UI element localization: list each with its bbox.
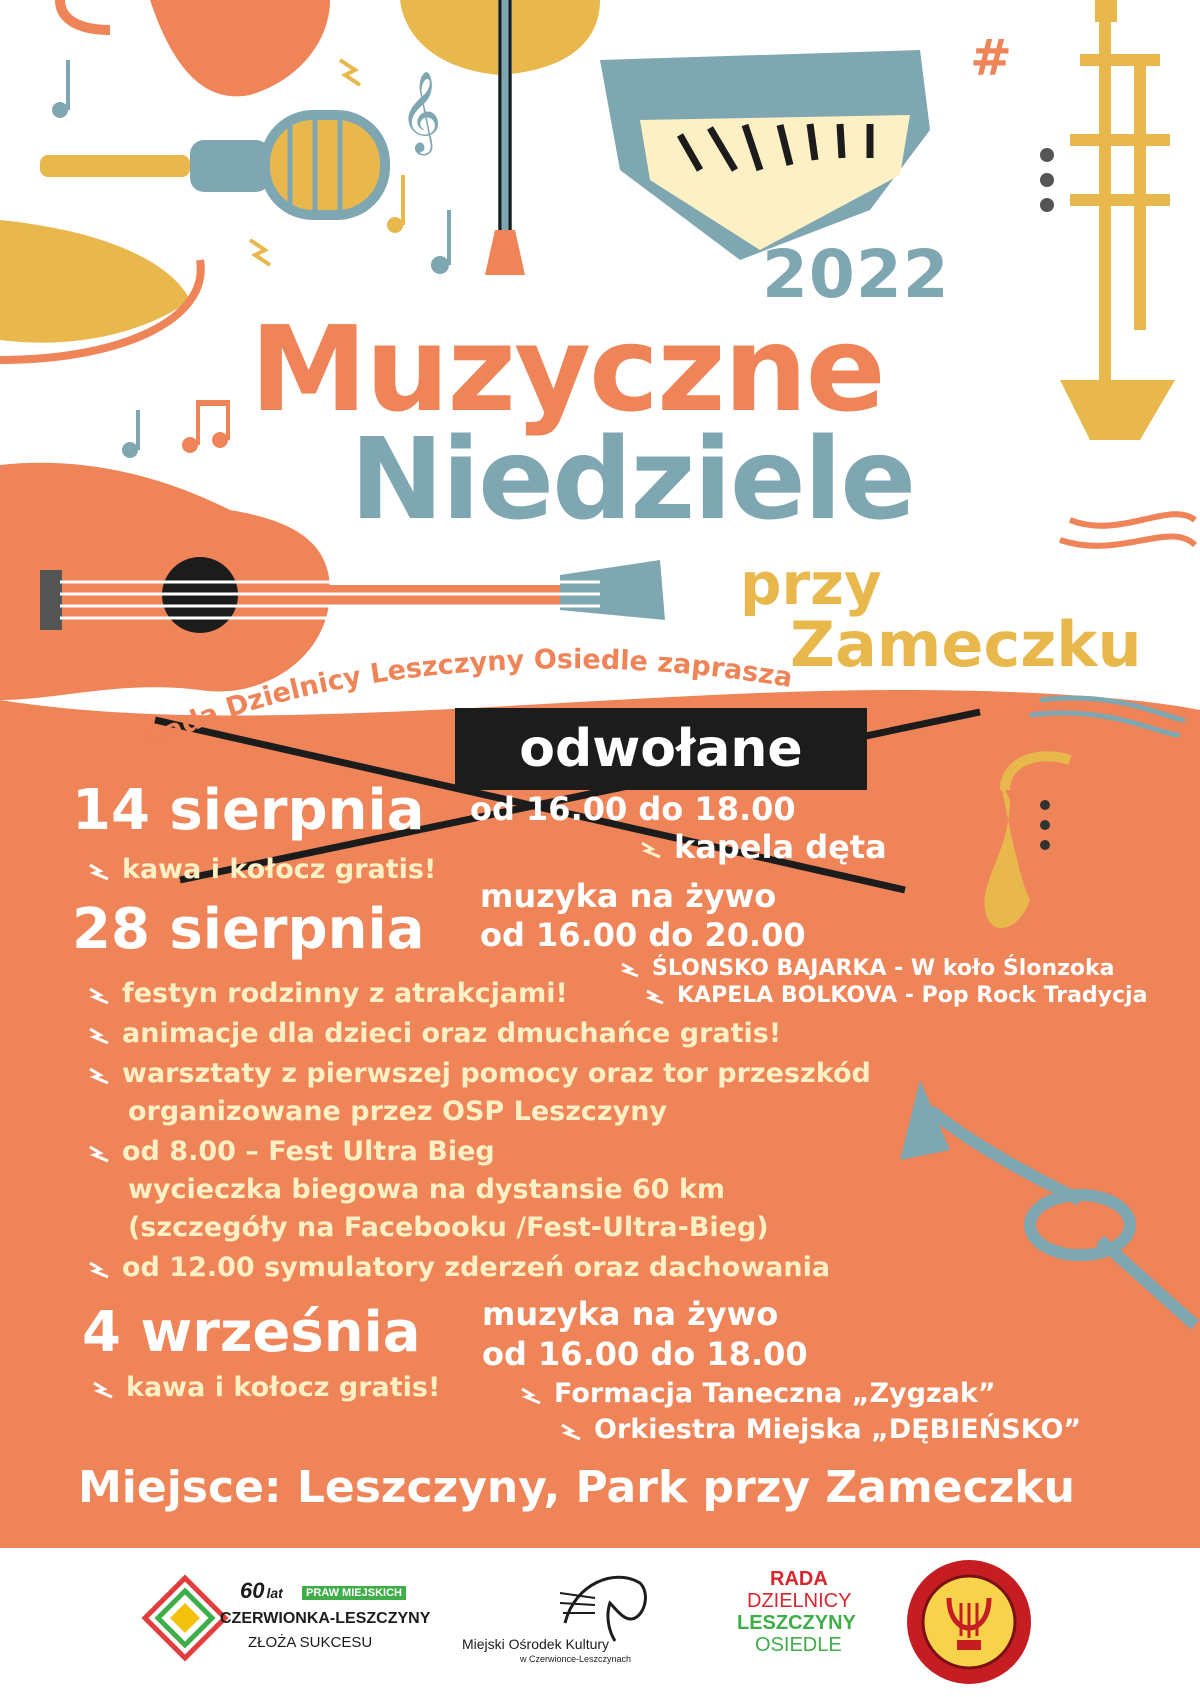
event-2-music-label: muzyka na żywo: [480, 877, 777, 915]
subtitle-line-1: przy: [740, 550, 882, 618]
mok-city: w Czerwionce-Leszczynach: [520, 1654, 632, 1664]
mok-name: Miejski Ośrodek Kultury: [462, 1636, 610, 1652]
sponsor-logos: [0, 1548, 1200, 1697]
zigzag-icon: [88, 861, 112, 881]
invitation-text: Rada Dzielnicy Leszczyny Osiedle zaprasza: [139, 644, 795, 757]
czerwionka-slogan: ZŁOŻA SUKCESU: [248, 1634, 373, 1651]
event-3-time: od 16.00 do 18.00: [482, 1335, 808, 1373]
event-3-performer-1: Formacja Taneczna „Zygzak”: [520, 1378, 996, 1409]
event-2-performer-1: ŚLONSKO BAJARKA - W koło Ślonzoka: [620, 956, 1115, 981]
zigzag-icon: [88, 1259, 112, 1279]
event-1-time: od 16.00 do 18.00: [470, 790, 796, 828]
event-2-date: 28 sierpnia: [72, 897, 425, 962]
rada-line-4: OSIEDLE: [755, 1634, 842, 1656]
subtitle-line-2: Zameczku: [790, 608, 1142, 681]
event-1-performer: kapela dęta: [640, 828, 887, 866]
rada-line-3: LESZCZYNY: [737, 1612, 856, 1634]
zigzag-icon: [92, 1379, 116, 1399]
event-3-music-label: muzyka na żywo: [482, 1295, 779, 1333]
rada-line-1: RADA: [770, 1568, 828, 1590]
horse-head-logo: [555, 1563, 655, 1643]
zigzag-icon: [560, 1421, 584, 1441]
event-1-date: 14 sierpnia: [72, 778, 425, 843]
czerwionka-diamond-logo: [140, 1573, 230, 1663]
location: Miejsce: Leszczyny, Park przy Zameczku: [78, 1462, 1075, 1513]
svg-text:#: #: [970, 29, 1012, 87]
czerwionka-years: 60 lat: [240, 1578, 283, 1603]
event-3-performer-2: Orkiestra Miejska „DĘBIEŃSKO”: [560, 1414, 1081, 1445]
event-2-time: od 16.00 do 20.00: [480, 916, 806, 954]
event-2-item-4-line-3: (szczegóły na Facebooku /Fest-Ultra-Bieg): [128, 1212, 769, 1243]
cancelled-badge: odwołane: [455, 708, 867, 790]
czerwionka-name: CZERWIONKA-LESZCZYNY: [220, 1610, 431, 1627]
invitation-arc: [0, 0, 1200, 800]
zigzag-icon: [88, 1025, 112, 1045]
orchestra-seal-logo: [905, 1558, 1033, 1686]
event-2-performer-2: KAPELA BOLKOVA - Pop Rock Tradycja: [645, 983, 1147, 1008]
zigzag-icon: [645, 987, 667, 1005]
rada-line-2: DZIELNICY: [747, 1590, 852, 1612]
event-2-item-3-cont: organizowane przez OSP Leszczyny: [128, 1096, 668, 1127]
event-2-item-3: warsztaty z pierwszej pomocy oraz tor przeszkód: [88, 1058, 871, 1089]
event-2-item-4: od 8.00 – Fest Ultra Bieg: [88, 1136, 495, 1167]
year: 2022: [762, 236, 950, 313]
title-line-1: Muzyczne: [250, 300, 884, 438]
zigzag-icon: [520, 1385, 544, 1405]
title-line-2: Niedziele: [350, 415, 915, 545]
event-1-item: kawa i kołocz gratis!: [88, 854, 436, 885]
zigzag-icon: [640, 839, 664, 859]
event-2-item-4-line-2: wycieczka biegowa na dystansie 60 km: [128, 1174, 726, 1205]
zigzag-icon: [88, 1065, 112, 1085]
zigzag-icon: [88, 985, 112, 1005]
zigzag-icon: [88, 1143, 112, 1163]
zigzag-icon: [620, 960, 642, 978]
event-2-item-5: od 12.00 symulatory zderzeń oraz dachowania: [88, 1252, 830, 1283]
event-3-date: 4 września: [82, 1300, 421, 1365]
svg-text:𝄞: 𝄞: [400, 70, 442, 152]
event-2-item-2: animacje dla dzieci oraz dmuchańce gratis!: [88, 1018, 781, 1049]
event-3-item: kawa i kołocz gratis!: [92, 1372, 440, 1403]
czerwionka-badge: PRAW MIEJSKICH: [302, 1586, 406, 1600]
event-2-item-1: festyn rodzinny z atrakcjami!: [88, 978, 568, 1009]
